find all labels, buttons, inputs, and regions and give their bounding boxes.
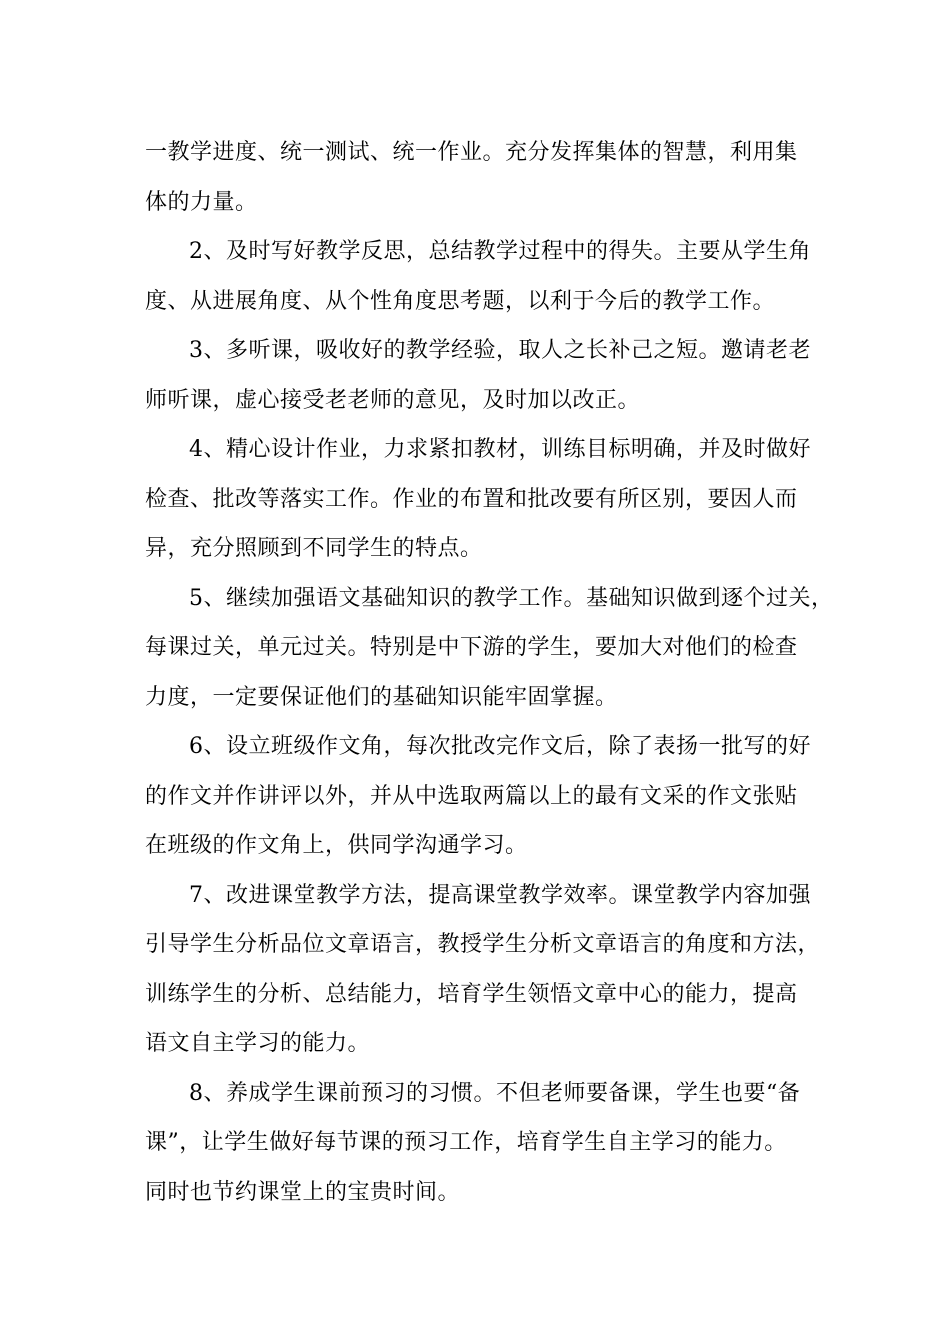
document-line: 异，充分照顾到不同学生的特点。 [145, 536, 483, 561]
document-line: 课”，让学生做好每节课的预习工作，培育学生自主学习的能力。 [145, 1130, 787, 1155]
document-line: 同时也节约课堂上的宝贵时间。 [145, 1179, 461, 1205]
document-line: 7、改进课堂教学方法，提高课堂教学效率。课堂教学内容加强 [189, 882, 811, 908]
document-line: 引导学生分析品位文章语言，教授学生分析文章语言的角度和方法， [145, 932, 821, 957]
document-line: 度、从进展角度、从个性角度思考题，以利于今后的教学工作。 [145, 288, 776, 314]
document-line: 6、设立班级作文角，每次批改完作文后，除了表扬一批写的好 [189, 734, 811, 759]
document-line: 一教学进度、统一测试、统一作业。充分发挥集体的智慧，利用集 [145, 140, 798, 165]
document-line: 师听课，虚心接受老老师的意见，及时加以改正。 [145, 387, 641, 413]
document-line: 训练学生的分析、总结能力，培育学生领悟文章中心的能力，提高 [145, 981, 798, 1007]
document-line: 检查、批改等落实工作。作业的布置和批改要有所区别，要因人而 [145, 486, 798, 512]
document-line: 3、多听课，吸收好的教学经验，取人之长补己之短。邀请老老 [189, 338, 811, 363]
document-line: 力度，一定要保证他们的基础知识能牢固掌握。 [145, 684, 618, 710]
document-line: 的作文并作讲评以外，并从中选取两篇以上的最有文采的作文张贴 [145, 783, 798, 809]
document-line: 语文自主学习的能力。 [145, 1031, 371, 1056]
document-line: 8、养成学生课前预习的习惯。不但老师要备课，学生也要“备 [189, 1080, 801, 1106]
document-line: 体的力量。 [145, 189, 258, 215]
document-line: 每课过关，单元过关。特别是中下游的学生，要加大对他们的检查 [145, 635, 798, 660]
document-line: 4、精心设计作业，力求紧扣教材，训练目标明确，并及时做好 [189, 437, 811, 462]
document-body [145, 128, 835, 1217]
document-line: 2、及时写好教学反思，总结教学过程中的得失。主要从学生角 [189, 239, 811, 264]
document-line: 5、继续加强语文基础知识的教学工作。基础知识做到逐个过关， [189, 585, 834, 611]
document-line: 在班级的作文角上，供同学沟通学习。 [145, 833, 528, 858]
